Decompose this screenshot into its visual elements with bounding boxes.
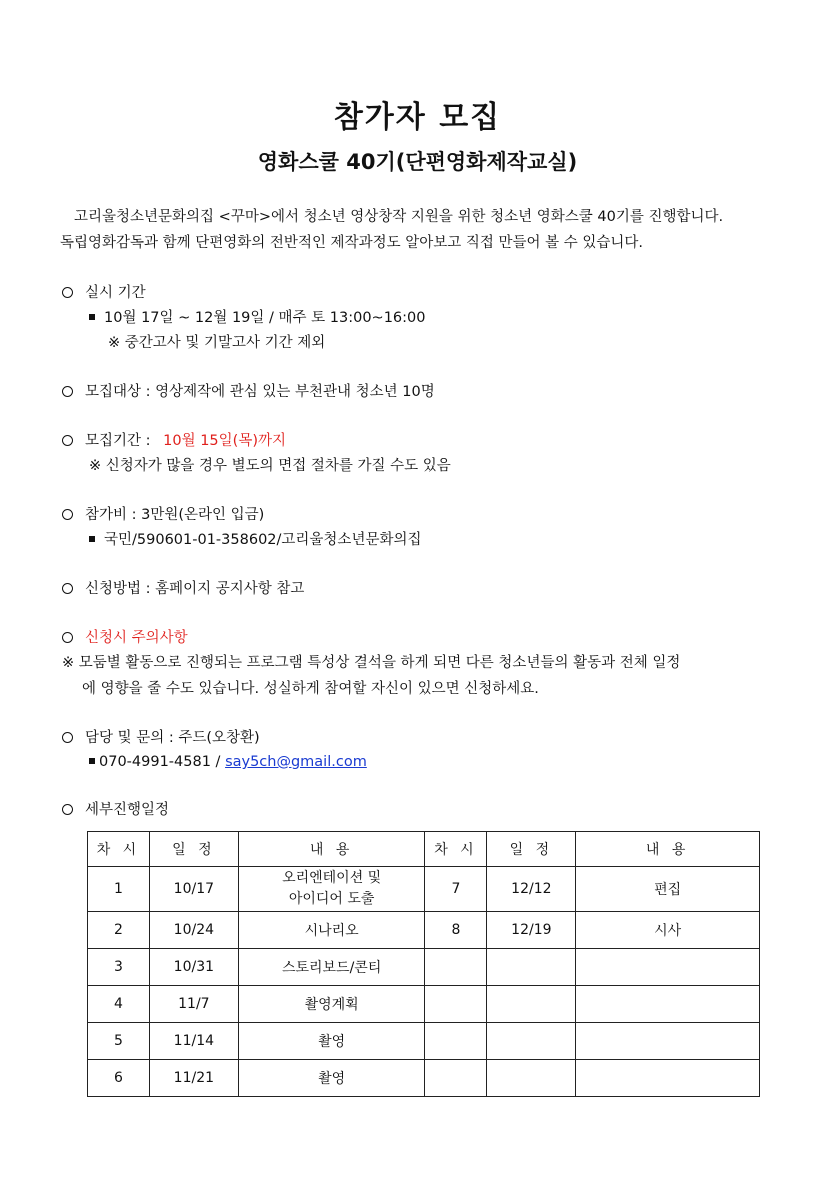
- cell-session: 6: [88, 1060, 150, 1097]
- cell-date: 12/19: [487, 912, 576, 949]
- cell-session: [425, 949, 487, 986]
- target-line: [62, 382, 435, 402]
- contact-phone: 070-4991-4581: [99, 754, 211, 770]
- contact-line: [62, 728, 260, 748]
- header-session: 차 시: [88, 832, 150, 867]
- fee-text: 참가비 : 3만원(온라인 입금): [85, 507, 265, 523]
- circle-bullet-icon: [62, 287, 73, 298]
- cell-session: 3: [88, 949, 150, 986]
- cell-session: [425, 1060, 487, 1097]
- cell-session: 5: [88, 1023, 150, 1060]
- cell-content-line: 아이디어 도출: [288, 891, 375, 907]
- cell-content: 촬영: [238, 1023, 425, 1060]
- header-date: 일 정: [149, 832, 238, 867]
- circle-bullet-icon: [62, 632, 73, 643]
- cell-content: 시나리오: [238, 912, 425, 949]
- recruit-line: [62, 431, 286, 451]
- cell-date: 10/31: [149, 949, 238, 986]
- page-title: 참가자 모집: [333, 100, 502, 135]
- apply-line: [62, 579, 304, 599]
- square-bullet-icon: [89, 536, 95, 542]
- cell-session: 2: [88, 912, 150, 949]
- cell-date: [487, 1060, 576, 1097]
- table-row: [88, 949, 760, 986]
- cell-date: 11/7: [149, 986, 238, 1023]
- square-bullet-icon: [89, 314, 95, 320]
- fee-line: [62, 505, 264, 525]
- schedule-table: [87, 831, 760, 1097]
- schedule-heading: [62, 800, 169, 820]
- period-detail: [89, 308, 425, 328]
- header-content: 내 용: [576, 832, 760, 867]
- cell-content: 편집: [576, 867, 760, 912]
- table-row: [88, 912, 760, 949]
- cell-date: 10/24: [149, 912, 238, 949]
- cell-content: 시사: [576, 912, 760, 949]
- cell-content: [238, 867, 425, 912]
- page-subtitle: 영화스쿨 40기(단편영화제작교실): [257, 150, 578, 174]
- contact-email-link[interactable]: say5ch@gmail.com: [225, 754, 367, 770]
- recruit-label: 모집기간 :: [85, 433, 156, 449]
- cell-date: 11/14: [149, 1023, 238, 1060]
- square-bullet-icon: [89, 758, 95, 764]
- circle-bullet-icon: [62, 583, 73, 594]
- cell-content: 촬영계획: [238, 986, 425, 1023]
- circle-bullet-icon: [62, 435, 73, 446]
- cell-content: [576, 1023, 760, 1060]
- cell-session: 1: [88, 867, 150, 912]
- cell-date: 11/21: [149, 1060, 238, 1097]
- contact-detail: [89, 752, 367, 772]
- caution-heading: [62, 628, 188, 648]
- header-session: 차 시: [425, 832, 487, 867]
- circle-bullet-icon: [62, 804, 73, 815]
- cell-content: [576, 1060, 760, 1097]
- intro-line-1: 고리울청소년문화의집 <꾸마>에서 청소년 영상창작 지원을 위한 청소년 영화스쿨 40기를 진행합니다.: [74, 209, 724, 225]
- period-heading: [62, 283, 146, 303]
- period-detail-text: 10월 17일 ~ 12월 19일 / 매주 토 13:00~16:00: [104, 310, 426, 326]
- circle-bullet-icon: [62, 509, 73, 520]
- cell-date: [487, 949, 576, 986]
- schedule-heading-text: 세부진행일정: [85, 802, 170, 818]
- cell-content: 스토리보드/콘티: [238, 949, 425, 986]
- cell-session: 8: [425, 912, 487, 949]
- cell-date: [487, 1023, 576, 1060]
- contact-text: 담당 및 문의 : 주드(오창환): [85, 730, 260, 746]
- recruit-deadline: 10월 15일(목)까지: [163, 433, 286, 449]
- table-row: [88, 1060, 760, 1097]
- target-text: 모집대상 : 영상제작에 관심 있는 부천관내 청소년 10명: [85, 384, 435, 400]
- period-heading-text: 실시 기간: [85, 285, 146, 301]
- circle-bullet-icon: [62, 386, 73, 397]
- fee-account: [89, 530, 421, 550]
- cell-session: [425, 1023, 487, 1060]
- cell-date: 10/17: [149, 867, 238, 912]
- intro-paragraph: [60, 204, 780, 256]
- header-content: 내 용: [238, 832, 425, 867]
- cell-session: [425, 986, 487, 1023]
- cell-content: [576, 949, 760, 986]
- contact-separator: /: [210, 754, 226, 770]
- table-row: [88, 1023, 760, 1060]
- cell-session: 7: [425, 867, 487, 912]
- caution-heading-text: 신청시 주의사항: [85, 630, 188, 646]
- table-row: [88, 986, 760, 1023]
- caution-line-2: 에 영향을 줄 수도 있습니다. 성실하게 참여할 자신이 있으면 신청하세요.: [82, 681, 539, 697]
- intro-line-2: 독립영화감독과 함께 단편영화의 전반적인 제작과정도 알아보고 직접 만들어 볼 수 있습니다.: [60, 235, 643, 251]
- circle-bullet-icon: [62, 732, 73, 743]
- cell-content: [576, 986, 760, 1023]
- cell-content: 촬영: [238, 1060, 425, 1097]
- cell-date: 12/12: [487, 867, 576, 912]
- header-date: 일 정: [487, 832, 576, 867]
- period-note: ※ 중간고사 및 기말고사 기간 제외: [108, 335, 326, 351]
- fee-account-text: 국민/590601-01-358602/고리울청소년문화의집: [104, 532, 422, 548]
- apply-text: 신청방법 : 홈페이지 공지사항 참고: [85, 581, 305, 597]
- table-row: [88, 867, 760, 912]
- recruit-note: ※ 신청자가 많을 경우 별도의 면접 절차를 가질 수도 있음: [89, 458, 451, 474]
- cell-session: 4: [88, 986, 150, 1023]
- cell-content-line: 오리엔테이션 및: [282, 870, 382, 886]
- caution-line-1: ※ 모둠별 활동으로 진행되는 프로그램 특성상 결석을 하게 되면 다른 청소년들의 활동과 전체 일정: [62, 655, 681, 671]
- cell-date: [487, 986, 576, 1023]
- table-header-row: [88, 832, 760, 867]
